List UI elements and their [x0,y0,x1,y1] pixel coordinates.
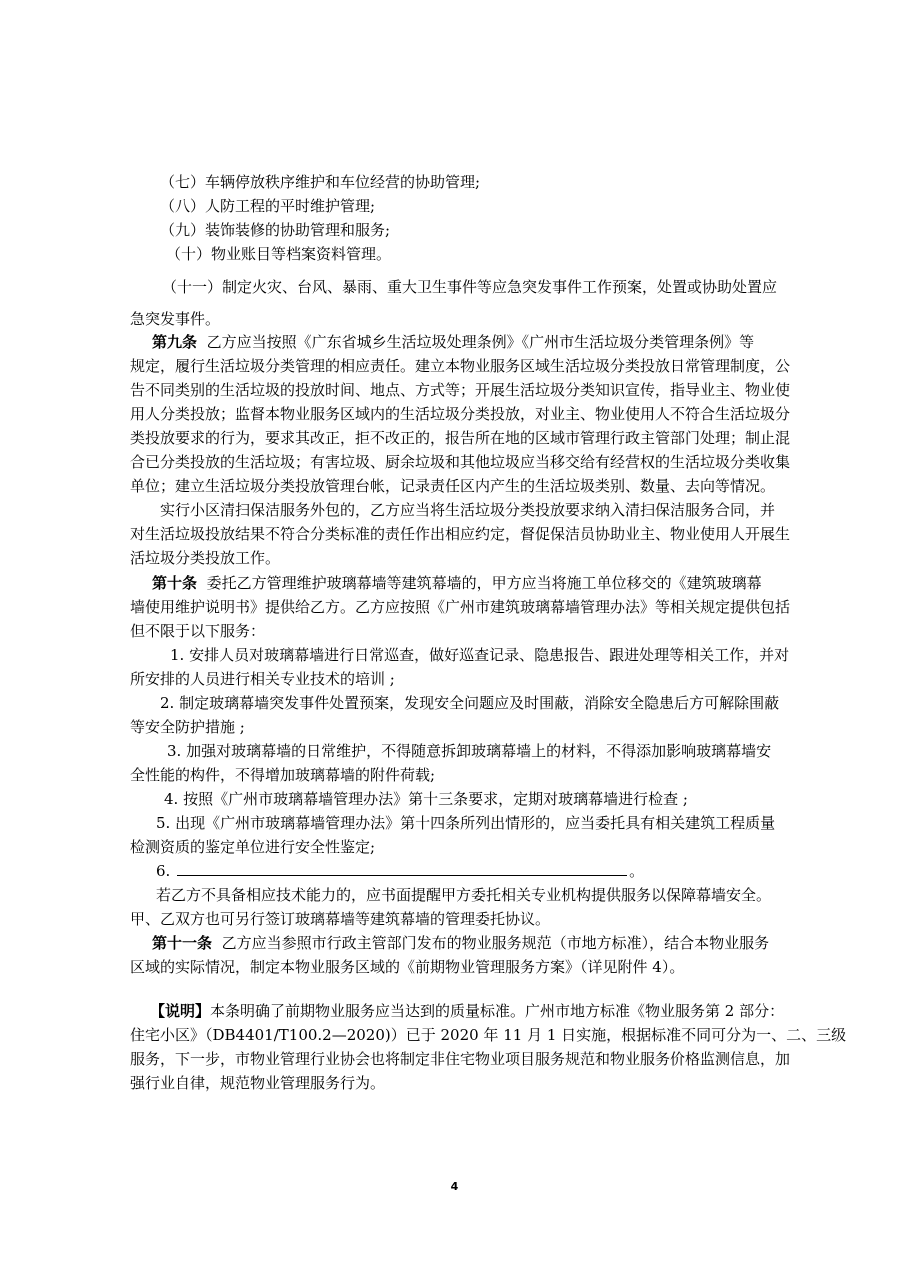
article-11-line-2: 区域的实际情况，制定本物业服务区域的《前期物业管理服务方案》（详见附件 4）。 [130,958,685,976]
service-2-line-2: 等安全防护措施 ; [130,718,245,736]
note-line-4: 强行业自律，规范物业管理服务行为。 [130,1074,386,1092]
article-10-line-2: 墙使用维护说明书》提供给乙方。乙方应按照《广州市建筑玻璃幕墙管理办法》等相关规定提供包括 [130,598,791,616]
article-11-line-1 [152,932,832,955]
service-1-line-1: 1. 安排人员对玻璃幕墙进行日常巡查，做好巡查记录、隐患报告、跟进处理等相关工作，并对 [170,646,790,664]
page-number: 4 [450,1180,459,1193]
service-5-line-1: 5. 出现《广州市玻璃幕墙管理办法》第十四条所列出情形的，应当委托具有相关建筑工程质量 [156,814,776,832]
article-9-para2-line-1: 实行小区清扫保洁服务外包的，乙方应当将生活垃圾分类投放要求纳入清扫保洁服务合同，并 [160,501,776,519]
service-6-blank-line [177,861,627,876]
service-6-period: 。 [629,862,645,880]
article-9-label: 第九条 [152,333,198,351]
article-10-label: 第十条 [152,574,198,592]
article-9-para2-line-2: 对生活垃圾投放结果不符合分类标准的责任作出相应约定，督促保洁员协助业主、物业使用人开展生 [130,525,791,543]
article-9-line-5: 类投放要求的行为，要求其改正，拒不改正的，报告所在地的区域市管理行政主管部门处理；制止混 [130,429,791,447]
note-label: 【说明】 [150,1002,211,1020]
note-line-1 [150,1000,830,1023]
article-11-text-1: 乙方应当参照市行政主管部门发布的物业服务规范（市地方标准），结合本物业服务 [221,934,770,952]
item-10: （十）物业账目等档案资料管理。 [166,245,392,263]
item-8: （八）人防工程的平时维护管理; [160,197,376,215]
service-2-line-1: 2. 制定玻璃幕墙突发事件处置预案，发现安全问题应及时围蔽，消除安全隐患后方可解除围蔽 [160,694,780,712]
article-10-line-1 [152,572,832,595]
item-11-line-2: 急突发事件。 [130,310,221,328]
note-line-3: 服务，下一步，市物业管理行业协会也将制定非住宅物业项目服务规范和物业服务价格监测信息，加 [130,1050,791,1068]
article-10-para2-line-1: 若乙方不具备相应技术能力的，应书面提醒甲方委托相关专业机构提供服务以保障幕墙安全。 [156,886,772,904]
service-5-line-2: 检测资质的鉴定单位进行安全性鉴定; [130,838,376,856]
service-1-line-2: 所安排的人员进行相关专业技术的培训 ; [130,670,395,688]
article-10-line-3: 但不限于以下服务： [130,622,266,640]
service-4: 4. 按照《广州市玻璃幕墙管理办法》第十三条要求，定期对玻璃幕墙进行检查 ; [164,790,688,808]
article-9-text-1: 乙方应当按照《广东省城乡生活垃圾处理条例》《广州市生活垃圾分类管理条例》等 [206,333,755,351]
service-3-line-2: 全性能的构件，不得增加玻璃幕墙的附件荷载; [130,766,436,784]
item-11-line-1: （十一）制定火灾、台风、暴雨、重大卫生事件等应急突发事件工作预案，处置或协助处置应 [162,278,778,296]
article-9-line-3: 告不同类别的生活垃圾的投放时间、地点、方式等；开展生活垃圾分类知识宣传，指导业主、物业使 [130,381,791,399]
item-9: （九）装饰装修的协助管理和服务; [160,221,391,239]
service-6 [156,860,836,883]
article-10-para2-line-2: 甲、乙双方也可另行签订玻璃幕墙等建筑幕墙的管理委托协议。 [130,910,551,928]
note-text-1: 本条明确了前期物业服务应当达到的质量标准。广州市地方标准《物业服务第 2 部分： [210,1002,785,1020]
item-7: （七）车辆停放秩序维护和车位经营的协助管理; [160,173,481,191]
article-9-line-7: 单位；建立生活垃圾分类投放管理台帐，记录责任区内产生的生活垃圾类别、数量、去向等情况。 [130,477,776,495]
note-line-2: 住宅小区》（DB4401/T100.2—2020)）已于 2020 年 11 月 1 日实施，根据标准不同可分为一、二、三级 [130,1026,847,1044]
article-9-line-1 [152,331,832,354]
article-11-label: 第十一条 [152,934,213,952]
article-9-line-2: 规定，履行生活垃圾分类管理的相应责任。建立本物业服务区域生活垃圾分类投放日常管理制度，公 [130,357,791,375]
article-9-para2-line-3: 活垃圾分类投放工作。 [130,549,281,567]
article-9-line-4: 用人分类投放；监督本物业服务区域内的生活垃圾分类投放，对业主、物业使用人不符合生活垃圾分 [130,405,791,423]
article-10-text-1: 委托乙方管理维护玻璃幕墙等建筑幕墙的，甲方应当将施工单位移交的《建筑玻璃幕 [206,574,762,592]
service-6-number: 6. [156,862,171,880]
article-9-line-6: 合已分类投放的生活垃圾；有害垃圾、厨余垃圾和其他垃圾应当移交给有经营权的生活垃圾分类收集 [130,453,791,471]
service-3-line-1: 3. 加强对玻璃幕墙的日常维护，不得随意拆卸玻璃幕墙上的材料，不得添加影响玻璃幕墙安 [167,742,772,760]
